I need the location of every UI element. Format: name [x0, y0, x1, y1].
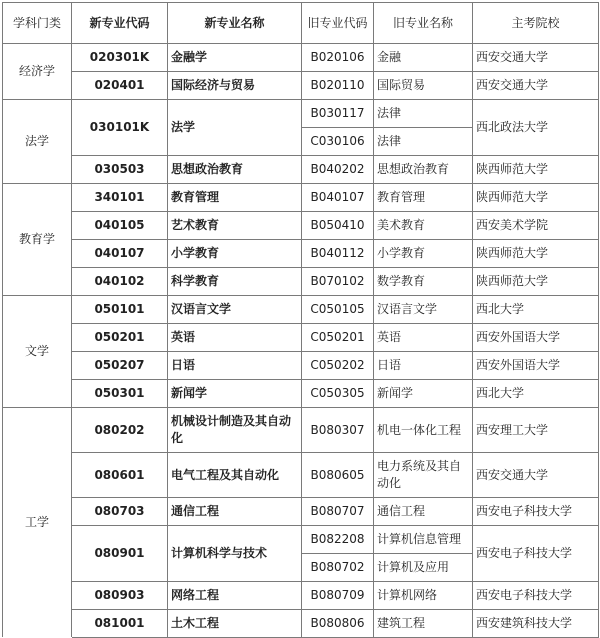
new-name-cell: 艺术教育 [168, 212, 302, 240]
old-name-cell: 日语 [374, 352, 473, 380]
major-mapping-table [2, 2, 599, 638]
new-name-cell: 小学教育 [168, 240, 302, 268]
old-code-cell: B020110 [302, 72, 374, 100]
old-code-cell: B080707 [302, 498, 374, 526]
old-name-cell: 计算机网络 [374, 582, 473, 610]
old-code-cell: C050305 [302, 380, 374, 408]
table-row [3, 212, 599, 240]
table-row [3, 296, 599, 324]
header-old-code: 旧专业代码 [302, 3, 374, 44]
school-cell: 西安理工大学 [473, 408, 599, 453]
old-name-cell: 小学教育 [374, 240, 473, 268]
old-code-cell: B040107 [302, 184, 374, 212]
school-cell: 陕西师范大学 [473, 184, 599, 212]
old-code-cell: B020106 [302, 44, 374, 72]
new-name-cell: 电气工程及其自动化 [168, 453, 302, 498]
table-row [3, 526, 599, 554]
table-row [3, 453, 599, 498]
new-code-cell: 050207 [72, 352, 168, 380]
new-name-cell: 新闻学 [168, 380, 302, 408]
new-code-cell: 340101 [72, 184, 168, 212]
category-cell: 工学 [3, 408, 72, 638]
old-name-cell: 法律 [374, 100, 473, 128]
table-row [3, 408, 599, 453]
new-code-cell: 040105 [72, 212, 168, 240]
header-old-name: 旧专业名称 [374, 3, 473, 44]
new-code-cell: 020301K [72, 44, 168, 72]
new-code-cell: 040107 [72, 240, 168, 268]
school-cell: 西安外国语大学 [473, 352, 599, 380]
old-code-cell: C050202 [302, 352, 374, 380]
old-name-cell: 新闻学 [374, 380, 473, 408]
old-code-cell: B080605 [302, 453, 374, 498]
table-row [3, 156, 599, 184]
old-code-cell: B040202 [302, 156, 374, 184]
header-row [3, 3, 599, 44]
new-code-cell: 030503 [72, 156, 168, 184]
new-name-cell: 土木工程 [168, 610, 302, 638]
old-name-cell: 计算机信息管理 [374, 526, 473, 554]
old-code-cell: B050410 [302, 212, 374, 240]
category-cell: 法学 [3, 100, 72, 184]
new-name-cell: 国际经济与贸易 [168, 72, 302, 100]
school-cell: 陕西师范大学 [473, 156, 599, 184]
new-name-cell: 网络工程 [168, 582, 302, 610]
old-name-cell: 建筑工程 [374, 610, 473, 638]
table-row [3, 380, 599, 408]
old-code-cell: B040112 [302, 240, 374, 268]
old-name-cell: 美术教育 [374, 212, 473, 240]
new-code-cell: 081001 [72, 610, 168, 638]
old-code-cell: B070102 [302, 268, 374, 296]
header-school: 主考院校 [473, 3, 599, 44]
old-name-cell: 金融 [374, 44, 473, 72]
table-row [3, 72, 599, 100]
school-cell: 西北政法大学 [473, 100, 599, 156]
old-name-cell: 法律 [374, 128, 473, 156]
table-row [3, 184, 599, 212]
old-name-cell: 数学教育 [374, 268, 473, 296]
new-name-cell: 金融学 [168, 44, 302, 72]
old-code-cell: B082208 [302, 526, 374, 554]
table-row [3, 100, 599, 128]
new-code-cell: 030101K [72, 100, 168, 156]
new-code-cell: 080703 [72, 498, 168, 526]
new-name-cell: 汉语言文学 [168, 296, 302, 324]
old-code-cell: B030117 [302, 100, 374, 128]
old-code-cell: C050201 [302, 324, 374, 352]
new-code-cell: 080901 [72, 526, 168, 582]
old-name-cell: 思想政治教育 [374, 156, 473, 184]
new-code-cell: 050301 [72, 380, 168, 408]
new-name-cell: 法学 [168, 100, 302, 156]
school-cell: 西北大学 [473, 380, 599, 408]
table-row [3, 610, 599, 638]
old-name-cell: 通信工程 [374, 498, 473, 526]
header-new-name: 新专业名称 [168, 3, 302, 44]
new-code-cell: 080202 [72, 408, 168, 453]
old-code-cell: B080806 [302, 610, 374, 638]
old-name-cell: 英语 [374, 324, 473, 352]
table-row [3, 582, 599, 610]
new-name-cell: 计算机科学与技术 [168, 526, 302, 582]
category-cell: 教育学 [3, 184, 72, 296]
old-name-cell: 机电一体化工程 [374, 408, 473, 453]
old-name-cell: 汉语言文学 [374, 296, 473, 324]
table-row [3, 324, 599, 352]
school-cell: 西安交通大学 [473, 72, 599, 100]
new-code-cell: 050101 [72, 296, 168, 324]
new-name-cell: 机械设计制造及其自动化 [168, 408, 302, 453]
school-cell: 西安电子科技大学 [473, 526, 599, 582]
school-cell: 陕西师范大学 [473, 268, 599, 296]
new-code-cell: 020401 [72, 72, 168, 100]
table-row [3, 240, 599, 268]
header-new-code: 新专业代码 [72, 3, 168, 44]
category-cell: 文学 [3, 296, 72, 408]
header-category: 学科门类 [3, 3, 72, 44]
new-code-cell: 080601 [72, 453, 168, 498]
new-code-cell: 040102 [72, 268, 168, 296]
school-cell: 西北大学 [473, 296, 599, 324]
old-code-cell: B080702 [302, 554, 374, 582]
old-code-cell: B080709 [302, 582, 374, 610]
old-code-cell: C030106 [302, 128, 374, 156]
old-name-cell: 电力系统及其自动化 [374, 453, 473, 498]
new-name-cell: 科学教育 [168, 268, 302, 296]
table-row [3, 498, 599, 526]
table-row [3, 268, 599, 296]
school-cell: 西安电子科技大学 [473, 498, 599, 526]
table-row [3, 44, 599, 72]
old-name-cell: 教育管理 [374, 184, 473, 212]
school-cell: 西安外国语大学 [473, 324, 599, 352]
new-code-cell: 080903 [72, 582, 168, 610]
old-name-cell: 国际贸易 [374, 72, 473, 100]
school-cell: 西安交通大学 [473, 453, 599, 498]
category-cell: 经济学 [3, 44, 72, 100]
school-cell: 西安建筑科技大学 [473, 610, 599, 638]
table-row [3, 352, 599, 380]
new-name-cell: 日语 [168, 352, 302, 380]
new-name-cell: 英语 [168, 324, 302, 352]
old-code-cell: C050105 [302, 296, 374, 324]
school-cell: 西安交通大学 [473, 44, 599, 72]
school-cell: 陕西师范大学 [473, 240, 599, 268]
new-name-cell: 思想政治教育 [168, 156, 302, 184]
school-cell: 西安电子科技大学 [473, 582, 599, 610]
school-cell: 西安美术学院 [473, 212, 599, 240]
old-code-cell: B080307 [302, 408, 374, 453]
old-name-cell: 计算机及应用 [374, 554, 473, 582]
new-name-cell: 教育管理 [168, 184, 302, 212]
new-code-cell: 050201 [72, 324, 168, 352]
new-name-cell: 通信工程 [168, 498, 302, 526]
